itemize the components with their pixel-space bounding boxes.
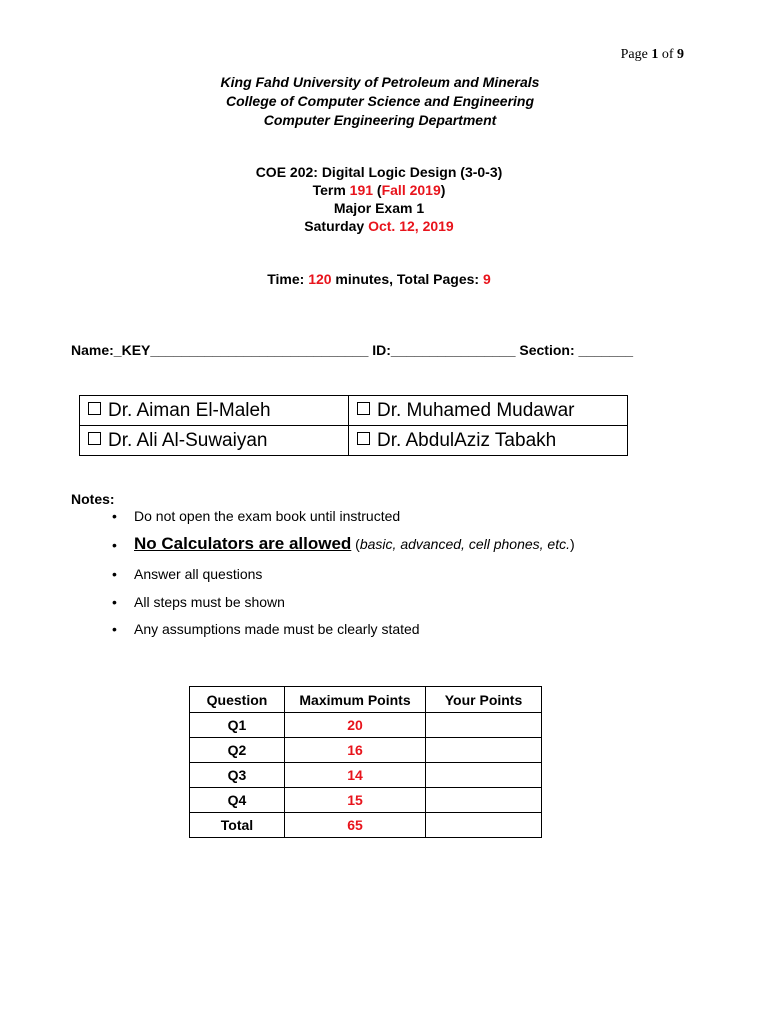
question-cell: Q1 bbox=[190, 713, 285, 738]
note-text-emphasis: No Calculators are allowed bbox=[134, 534, 352, 553]
term-line bbox=[0, 181, 758, 199]
note-text: All steps must be shown bbox=[134, 594, 285, 610]
instructor-cell[interactable] bbox=[349, 396, 628, 426]
exam-day: Saturday bbox=[304, 218, 369, 234]
note-item bbox=[112, 508, 575, 534]
checkbox-icon[interactable] bbox=[88, 402, 101, 415]
page-number bbox=[621, 47, 684, 63]
max-points-cell: 20 bbox=[285, 713, 426, 738]
your-points-cell[interactable] bbox=[426, 813, 542, 838]
checkbox-icon[interactable] bbox=[88, 432, 101, 445]
note-item bbox=[112, 534, 575, 566]
question-cell: Q2 bbox=[190, 738, 285, 763]
note-item bbox=[112, 594, 575, 621]
max-points-cell: 16 bbox=[285, 738, 426, 763]
instructor-name: Dr. AbdulAziz Tabakh bbox=[377, 429, 557, 451]
term-code: 191 bbox=[349, 182, 374, 198]
college-name: College of Computer Science and Engineering bbox=[225, 93, 535, 109]
term-prefix: Term bbox=[312, 182, 350, 198]
table-row bbox=[190, 713, 542, 738]
instructor-name: Dr. Muhamed Mudawar bbox=[377, 399, 575, 421]
instructor-cell[interactable] bbox=[80, 426, 349, 456]
question-cell: Total bbox=[190, 813, 285, 838]
note-text: Do not open the exam book until instructed bbox=[134, 508, 401, 524]
page-total: 9 bbox=[677, 47, 684, 62]
checkbox-icon[interactable] bbox=[357, 402, 370, 415]
instructor-name: Dr. Ali Al-Suwaiyan bbox=[108, 429, 268, 451]
instructor-cell[interactable] bbox=[349, 426, 628, 456]
course-info bbox=[0, 163, 758, 235]
notes-list bbox=[112, 508, 575, 647]
question-cell: Q3 bbox=[190, 763, 285, 788]
column-header: Your Points bbox=[426, 687, 542, 713]
calc-open: ( bbox=[351, 536, 360, 552]
question-cell: Q4 bbox=[190, 788, 285, 813]
your-points-cell[interactable] bbox=[426, 738, 542, 763]
department-name: Computer Engineering Department bbox=[263, 112, 497, 128]
instructor-cell[interactable] bbox=[80, 396, 349, 426]
max-points-cell: 15 bbox=[285, 788, 426, 813]
your-points-cell[interactable] bbox=[426, 713, 542, 738]
note-item bbox=[112, 566, 575, 594]
page-middle: of bbox=[658, 47, 677, 62]
time-prefix: Time: bbox=[267, 271, 309, 287]
exam-name: Major Exam 1 bbox=[333, 200, 425, 216]
institution-header bbox=[0, 73, 760, 130]
total-pages: 9 bbox=[482, 271, 491, 287]
note-item bbox=[112, 621, 575, 647]
time-minutes: 120 bbox=[308, 271, 332, 287]
exam-date-line bbox=[0, 217, 758, 235]
time-middle: minutes, Total Pages: bbox=[331, 271, 483, 287]
instructor-row bbox=[80, 426, 628, 456]
exam-date: Oct. 12, 2019 bbox=[368, 218, 454, 234]
calc-detail: basic, advanced, cell phones, etc. bbox=[359, 536, 570, 552]
points-table bbox=[189, 686, 542, 838]
table-header-row bbox=[190, 687, 542, 713]
table-row bbox=[190, 788, 542, 813]
university-name: King Fahd University of Petroleum and Minerals bbox=[220, 74, 540, 90]
instructor-row bbox=[80, 396, 628, 426]
term-name: Fall 2019 bbox=[381, 182, 441, 198]
table-row bbox=[190, 813, 542, 838]
notes-label: Notes: bbox=[71, 491, 115, 507]
student-info-line[interactable]: Name:_KEY____________________________ ID:________________ Section: _______ bbox=[71, 342, 634, 358]
your-points-cell[interactable] bbox=[426, 788, 542, 813]
note-text: Any assumptions made must be clearly stated bbox=[134, 621, 420, 637]
course-title: COE 202: Digital Logic Design (3-0-3) bbox=[255, 164, 503, 180]
checkbox-icon[interactable] bbox=[357, 432, 370, 445]
term-close: ) bbox=[440, 182, 446, 198]
table-row bbox=[190, 738, 542, 763]
term-open: ( bbox=[373, 182, 382, 198]
max-points-cell: 65 bbox=[285, 813, 426, 838]
your-points-cell[interactable] bbox=[426, 763, 542, 788]
time-info bbox=[0, 271, 758, 287]
instructor-name: Dr. Aiman El-Maleh bbox=[108, 399, 271, 421]
table-row bbox=[190, 763, 542, 788]
note-text: Answer all questions bbox=[134, 566, 263, 582]
instructor-table bbox=[79, 395, 628, 456]
calc-close: ) bbox=[570, 536, 575, 552]
max-points-cell: 14 bbox=[285, 763, 426, 788]
column-header: Question bbox=[190, 687, 285, 713]
page-prefix: Page bbox=[620, 47, 652, 62]
page-current: 1 bbox=[651, 47, 659, 62]
column-header: Maximum Points bbox=[285, 687, 426, 713]
